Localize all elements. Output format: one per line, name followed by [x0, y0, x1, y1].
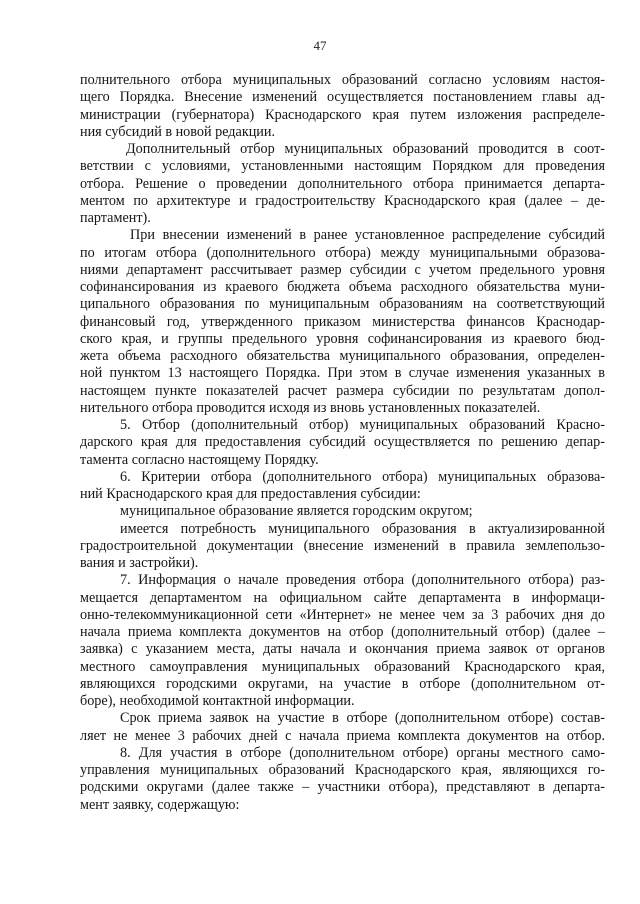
text-line: 6. Критерии отбора (дополнительного отбора) муниципальных образова-: [120, 468, 605, 485]
text-line: финансовый год, утвержденного приказом министерства финансов Краснодар-: [80, 313, 605, 330]
text-line: ляет не менее 3 рабочих дней с начала приема комплекта документов на отбор.: [80, 727, 605, 744]
text-line: Дополнительный отбор муниципальных образований проводится в соот-: [126, 141, 605, 157]
text-line: нительного отбора проводится исходя из вновь установленных показателей.: [80, 399, 541, 416]
text-line: боре), необходимой контактной информации.: [80, 693, 355, 709]
text-line: муниципальное образование является городским округом;: [120, 503, 473, 520]
page-number: 47: [313, 38, 327, 53]
text-line: имеется потребность муниципального образования в актуализированной: [120, 520, 605, 537]
text-line: ной пунктом 13 настоящего Порядка. При этом в случае изменения указанных в: [80, 365, 605, 382]
text-line: При внесении изменений в ранее установленное распределение субсидий: [130, 227, 605, 244]
text-line: ния субсидий в новой редакции.: [80, 123, 276, 140]
text-line: мент заявку, содержащую:: [80, 796, 240, 813]
text-line: вания и застройки).: [80, 555, 199, 571]
text-line: по итогам отбора (дополнительного отбора) между муниципальными образова-: [80, 244, 605, 261]
text-line: Срок приема заявок на участие в отборе (дополнительном отборе) состав-: [120, 710, 605, 727]
text-line: местного самоуправления муниципальных образований Краснодарского края,: [80, 658, 605, 675]
text-line: 7. Информация о начале проведения отбора (дополнительного отбора) раз-: [120, 572, 605, 589]
text-line: ципального образования по муниципальным образованиям на соответствующий: [80, 296, 605, 313]
text-line: дарского края для предоставления субсидий осуществляется по решению депар-: [80, 434, 605, 451]
text-line: полнительного отбора муниципальных образований согласно условиям настоя-: [80, 72, 605, 88]
text-line: управления муниципальных образований Краснодарского края, являющихся го-: [80, 762, 605, 778]
text-line: отбора. Решение о проведении дополнительного отбора принимается департа-: [80, 175, 605, 192]
text-line: ментом по архитектуре и градостроительству Краснодарского края (далее – де-: [80, 192, 605, 209]
text-line: мещается департаментом на официальном сайте департамента в информаци-: [80, 589, 605, 606]
text-line: онно-телекоммуникационной сети «Интернет» не менее чем за 3 рабочих дня до: [80, 606, 605, 623]
text-line: щего Порядка. Внесение изменений осуществляется постановлением главы ад-: [80, 89, 605, 106]
text-line: 8. Для участия в отборе (дополнительном отборе) органы местного само-: [120, 744, 605, 761]
text-line: софинансирования из краевого бюджета объема расходного обязательства муни-: [80, 279, 605, 295]
text-line: ниями департамент рассчитывает размер субсидии с учетом предельного уровня: [80, 261, 605, 278]
text-line: тамента согласно настоящему Порядку.: [80, 451, 319, 468]
text-line: ского края, и группы предельного уровня софинансирования из краевого бюд-: [80, 330, 605, 347]
text-line: родскими округами (далее также – участники отбора), представляют в департа-: [80, 779, 605, 796]
text-line: заявка) с указанием места, даты начала и окончания приема заявок от органов: [80, 641, 605, 658]
text-line: настоящем пункте показателей расчет размера субсидии по результатам допол-: [80, 382, 605, 399]
text-line: начала приема комплекта документов на отбор (дополнительный отбор) (далее –: [80, 624, 605, 640]
text-line: ний Краснодарского края для предоставления субсидии:: [80, 486, 421, 502]
text-line: градостроительной документации (внесение изменений в правила землепользо-: [80, 537, 605, 554]
text-line: 5. Отбор (дополнительный отбор) муниципальных образований Красно-: [120, 417, 605, 433]
text-line: партамент).: [80, 210, 151, 226]
text-line: жета объема расходного обязательства муниципального образования, определен-: [80, 348, 605, 364]
text-line: являющихся городскими округами, на участие в отборе (дополнительном от-: [80, 675, 605, 692]
text-line: министрации (губернатора) Краснодарского края путем изложения распределе-: [80, 106, 605, 123]
text-line: ветствии с условиями, установленными настоящим Порядком для проведения: [80, 158, 605, 175]
body-text: [80, 72, 605, 814]
